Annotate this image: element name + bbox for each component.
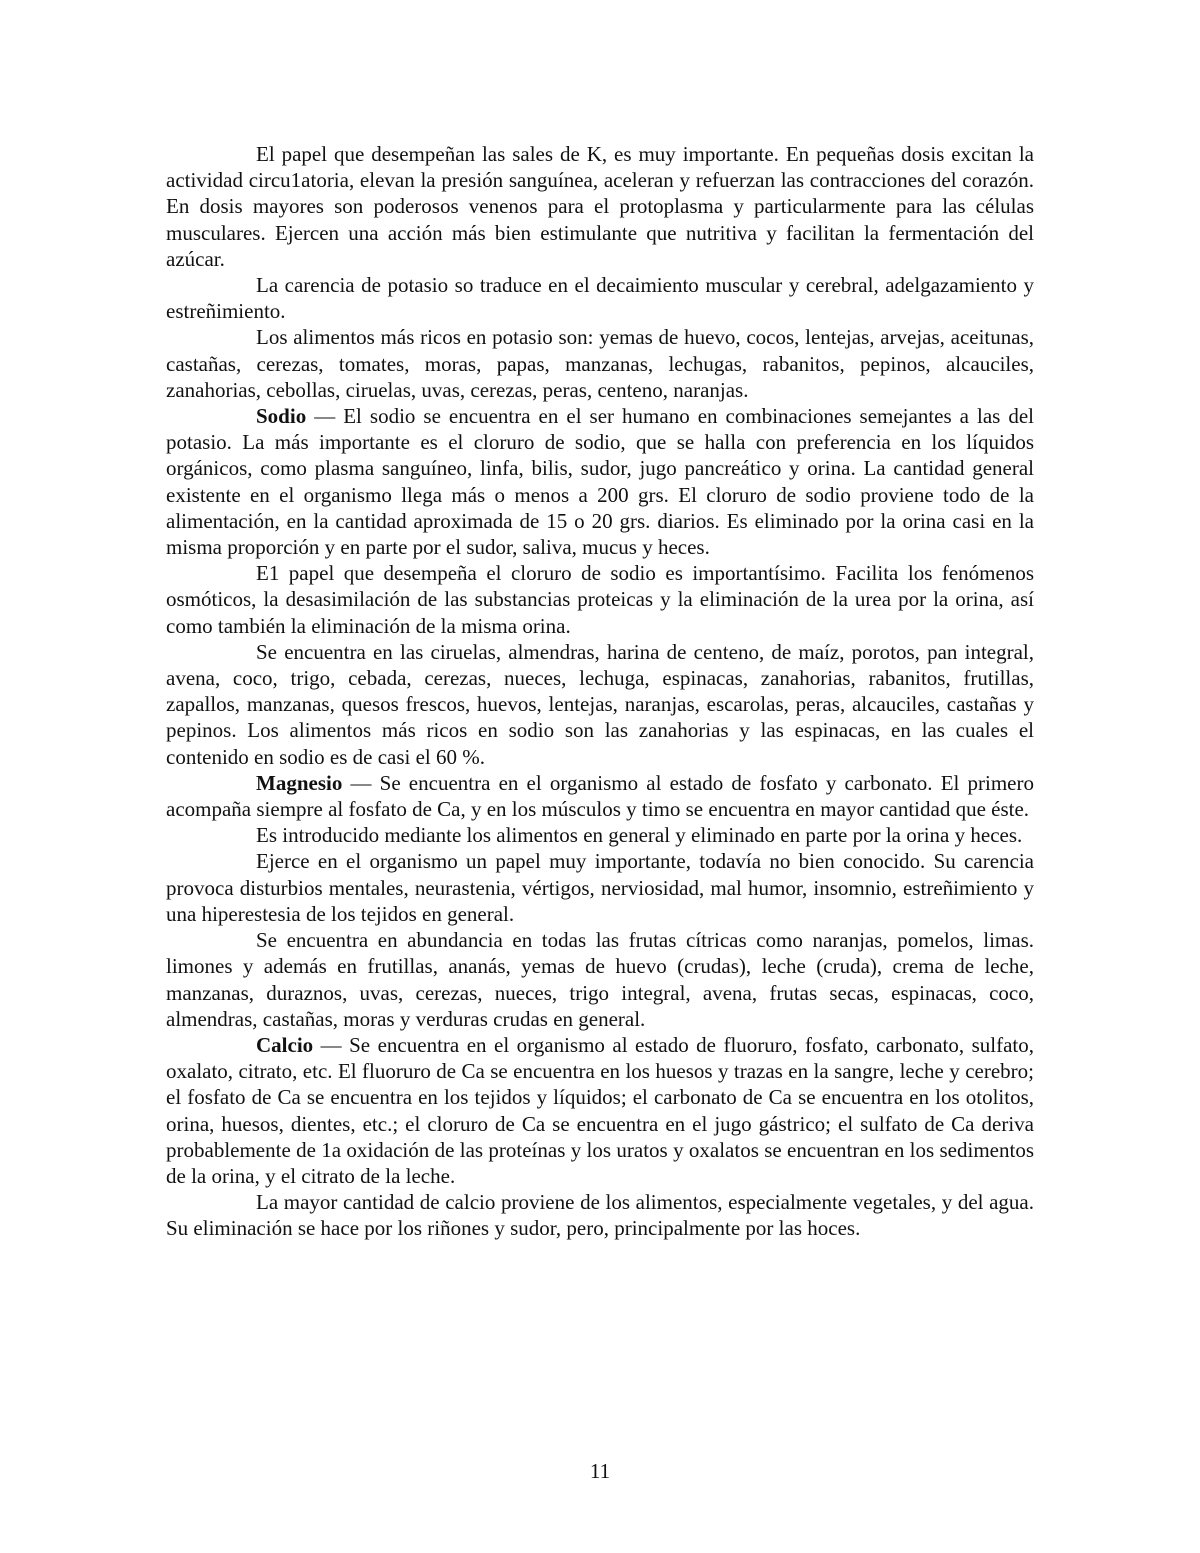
page-body — [166, 141, 1034, 1242]
paragraph-text: — El sodio se encuentra en el ser humano en combinaciones semejantes a las del potasio. La más importante es el cloruro de sodio, que se halla con preferencia en los líquidos orgánicos, como plasma sanguíneo, linfa, bilis, sudor, jugo pancreático y orina. La cantidad general existente en el organismo llega más o menos a 200 grs. El cloruro de sodio proviene todo de la alimentación, en la cantidad aproximada de 15 o 20 grs. diarios. Es eliminado por la orina casi en la misma proporción y en parte por el sudor, saliva, mucus y heces. — [166, 404, 1034, 560]
paragraph-text: La carencia de potasio so traduce en el decaimiento muscular y cerebral, adelgazamiento y estreñimiento. — [166, 273, 1034, 324]
paragraph-text: — Se encuentra en el organismo al estado de fluoruro, fosfato, carbonato, sulfato, oxalato, citrato, etc. El fluoruro de Ca se encuentra en los huesos y trazas en la sangre, leche y cerebro; el fosfato de Ca se encuentra en los tejidos y líquidos; el carbonato de Ca se encuentra en los otolitos, orina, huesos, dientes, etc.; el cloruro de Ca se encuentra en el jugo gástrico; el sulfato de Ca deriva probablemente de 1a oxidación de las proteínas y los uratos y oxalatos se encuentran en los sedimentos de la orina, y el citrato de la leche. — [166, 1032, 1034, 1188]
section-term-calcio: Calcio — [256, 1032, 314, 1057]
paragraph-sodium-foods — [166, 639, 1034, 770]
paragraph-text: Se encuentra en abundancia en todas las frutas cítricas como naranjas, pomelos, limas. limones y además en frutillas, ananás, yemas de huevo (crudas), leche (cruda), crema de leche, manzanas, duraznos, uvas, cerezas, nueces, trigo integral, avena, frutas secas, espinacas, coco, almendras, castañas, moras y verduras crudas en general. — [166, 928, 1034, 1031]
paragraph-magnesium-intake — [166, 822, 1034, 848]
paragraph-text: Los alimentos más ricos en potasio son: yemas de huevo, cocos, lentejas, arvejas, aceitunas, castañas, cerezas, tomates, moras, papas, manzanas, lechugas, rabanitos, pepinos, alcauciles, zanahorias, cebollas, ciruelas, uvas, cerezas, peras, centeno, naranjas. — [166, 325, 1034, 402]
paragraph-text: Se encuentra en las ciruelas, almendras, harina de centeno, de maíz, porotos, pan integral, avena, coco, trigo, cebada, cerezas, nueces, lechuga, espinacas, zanahorias, rabanitos, frutillas, zapallos, manzanas, quesos frescos, huevos, lentejas, naranjas, escarolas, peras, alcauciles, castañas y pepinos. Los alimentos más ricos en sodio son las zanahorias y las espinacas, en las cuales el contenido en sodio es de casi el 60 %. — [166, 639, 1034, 769]
page-number: 11 — [589, 1459, 611, 1483]
paragraph-text: — Se encuentra en el organismo al estado de fosfato y carbonato. El primero acompaña siempre al fosfato de Ca, y en los músculos y timo se encuentra en mayor cantidad que éste. — [166, 770, 1034, 822]
paragraph-text: Es introducido mediante los alimentos en general y eliminado en parte por la orina y heces. — [256, 823, 1023, 848]
paragraph-text: E1 papel que desempeña el cloruro de sodio es importantísimo. Facilita los fenómenos osmóticos, la desasimilación de las substancias proteicas y la eliminación de la urea por la orina, así como también la eliminación de la misma orina. — [166, 561, 1034, 638]
paragraph-sodium — [166, 403, 1034, 560]
paragraph-potassium-foods — [166, 324, 1034, 403]
section-term-magnesio: Magnesio — [256, 770, 343, 795]
paragraph-magnesium — [166, 770, 1034, 822]
paragraph-magnesium-role — [166, 848, 1034, 927]
paragraph-sodium-role — [166, 560, 1034, 639]
section-term-sodio: Sodio — [256, 404, 307, 429]
paragraph-calcium — [166, 1032, 1034, 1189]
paragraph-text: La mayor cantidad de calcio proviene de los alimentos, especialmente vegetales, y del agua. Su eliminación se hace por los riñones y sudor, pero, principalmente por las hoces. — [166, 1190, 1034, 1241]
paragraph-text: Ejerce en el organismo un papel muy importante, todavía no bien conocido. Su carencia provoca disturbios mentales, neurastenia, vértigos, nerviosidad, mal humor, insomnio, estreñimiento y una hiperestesia de los tejidos en general. — [166, 849, 1034, 926]
paragraph-magnesium-foods — [166, 927, 1034, 1032]
paragraph-potassium-deficiency — [166, 272, 1034, 324]
paragraph-calcium-sources — [166, 1189, 1034, 1241]
paragraph-text: El papel que desempeñan las sales de K, es muy importante. En pequeñas dosis excitan la actividad circu1atoria, elevan la presión sanguínea, aceleran y refuerzan las contracciones del corazón. En dosis mayores son poderosos venenos para el protoplasma y particularmente para las células musculares. Ejercen una acción más bien estimulante que nutritiva y facilitan la fermentación del azúcar. — [166, 142, 1034, 271]
paragraph-potassium-role — [166, 141, 1034, 272]
